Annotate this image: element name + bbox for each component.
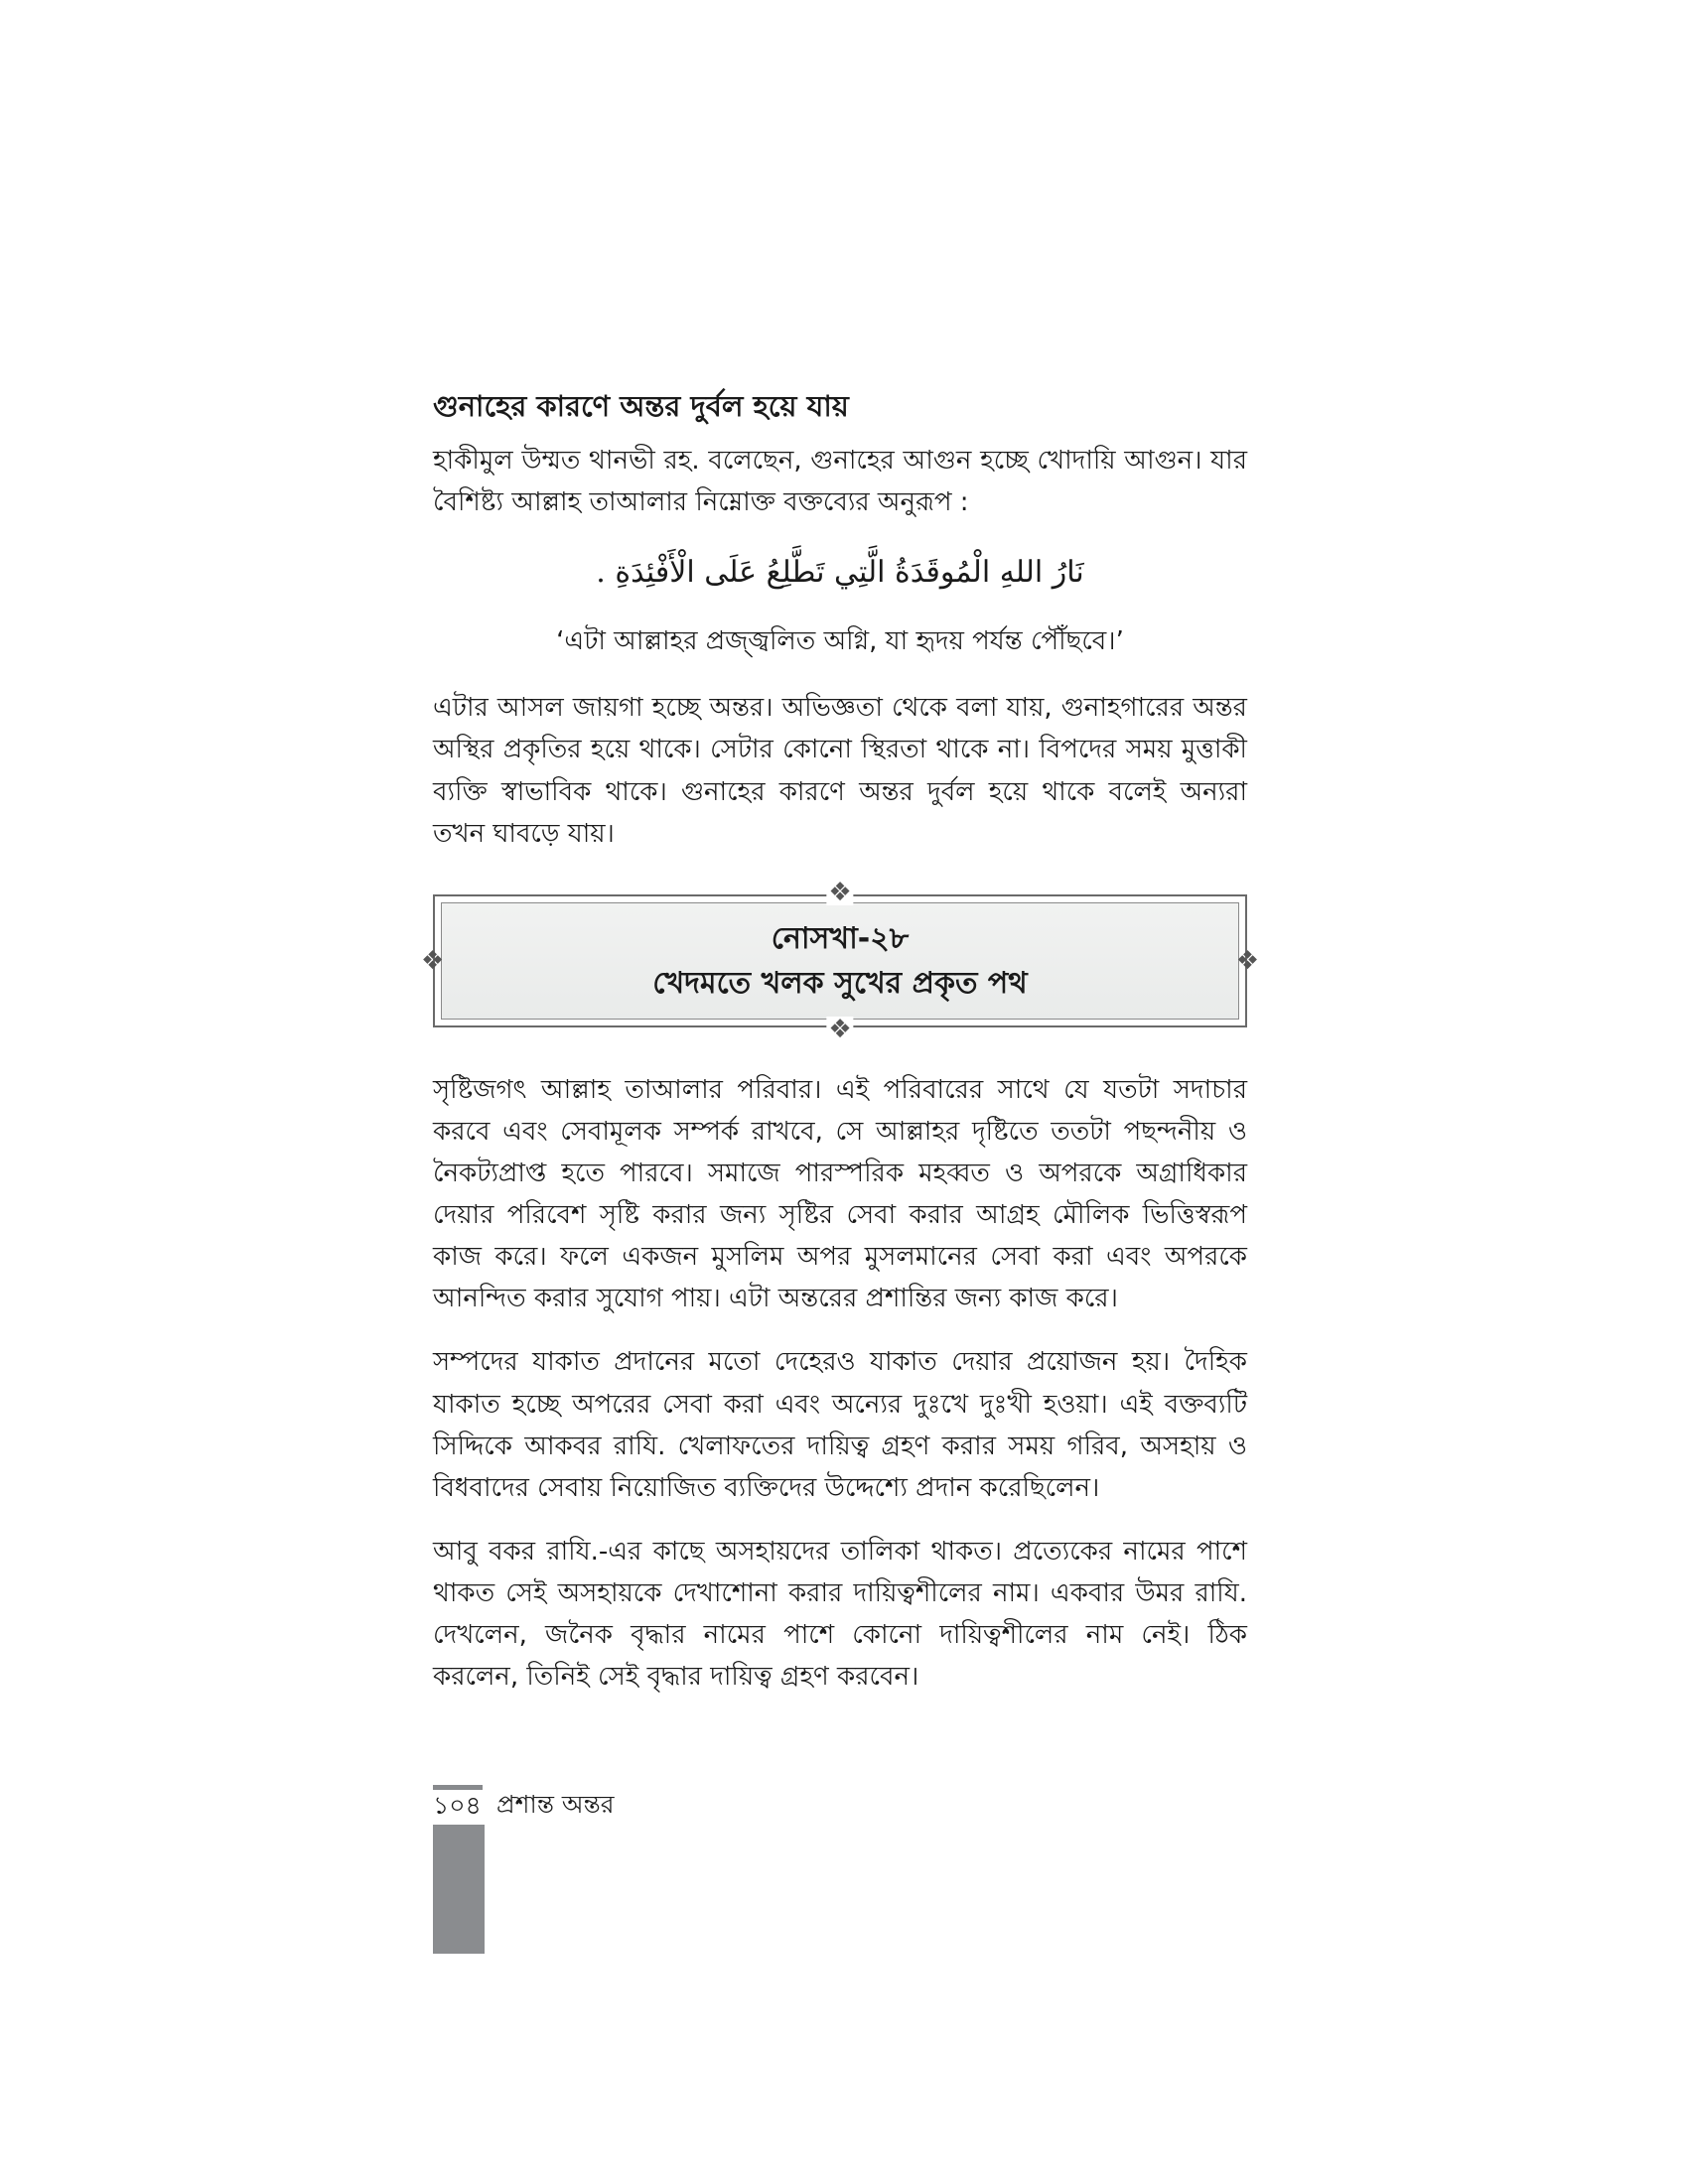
chapter-number: নোসখা-২৮ [771, 920, 910, 956]
chapter-title: খেদমতে খলক সুখের প্রকৃত পথ [652, 965, 1028, 1001]
paragraph: আবু বকর রাযি.-এর কাছে অসহায়দের তালিকা থাকত। প্রত্যেকের নামের পাশে থাকত সেই অসহায়কে দেখাশোনা করার দায়িত্বশীলের নাম। একবার উমর রাযি. দেখলেন, জনৈক বৃদ্ধার নামের পাশে কোনো দায়িত্বশীলের নাম নেই। ঠিক করলেন, তিনিই সেই বৃদ্ধার দায়িত্ব গ্রহণ করবেন। [433, 1536, 1247, 1693]
running-title: প্রশান্ত অন্তর [496, 1790, 615, 1820]
page-content [421, 387, 1259, 1719]
page-footer [433, 1787, 615, 1820]
ornament-icon: ❖ [421, 945, 445, 976]
footer-side-bar [433, 1825, 485, 1954]
section-heading: গুনাহের কারণে অন্তর দুর্বল হয়ে যায় [433, 389, 849, 423]
verse-translation: ‘এটা আল্লাহর প্রজ্জ্বলিত অগ্নি, যা হৃদয় পর্যন্ত পৌঁছবে।’ [556, 626, 1124, 657]
chapter-title-box [421, 877, 1259, 1044]
paragraph: হাকীমুল উম্মত থানভী রহ. বলেছেন, গুনাহের আগুন হচ্ছে খোদায়ি আগুন। যার বৈশিষ্ট্য আল্লাহ তাআলার নিম্নোক্ত বক্তব্যের অনুরূপ : [433, 446, 1247, 518]
paragraph: সৃষ্টিজগৎ আল্লাহ তাআলার পরিবার। এই পরিবারের সাথে যে যতটা সদাচার করবে এবং সেবামূলক সম্পর্ক রাখবে, সে আল্লাহর দৃষ্টিতে ততটা পছন্দনীয় ও নৈকট্যপ্রাপ্ত হতে পারবে। সমাজে পারস্পরিক মহব্বত ও অপরকে অগ্রাধিকার দেয়ার পরিবেশ সৃষ্টি করার জন্য সৃষ্টির সেবা করার আগ্রহ মৌলিক ভিত্তিস্বরূপ কাজ করে। ফলে একজন মুসলিম অপর মুসলমানের সেবা করা এবং অপরকে আনন্দিত করার সুযোগ পায়। এটা অন্তরের প্রশান্তির জন্য কাজ করে। [433, 1074, 1247, 1314]
ornament-icon: ❖ [1235, 945, 1259, 976]
page-number: ১০৪ [433, 1785, 483, 1820]
paragraph: সম্পদের যাকাত প্রদানের মতো দেহেরও যাকাত দেয়ার প্রয়োজন হয়। দৈহিক যাকাত হচ্ছে অপরের সেবা করা এবং অন্যের দুঃখে দুঃখী হওয়া। এই বক্তব্যটি সিদ্দিকে আকবর রাযি. খেলাফতের দায়িত্ব গ্রহণ করার সময় গরিব, অসহায় ও বিধবাদের সেবায় নিয়োজিত ব্যক্তিদের উদ্দেশ্যে প্রদান করেছিলেন। [433, 1347, 1247, 1503]
ornament-icon: ❖ [828, 877, 852, 907]
paragraph: এটার আসল জায়গা হচ্ছে অন্তর। অভিজ্ঞতা থেকে বলা যায়, গুনাহগারের অন্তর অস্থির প্রকৃতির হয়ে থাকে। সেটার কোনো স্থিরতা থাকে না। বিপদের সময় মুত্তাকী ব্যক্তি স্বাভাবিক থাকে। গুনাহের কারণে অন্তর দুর্বল হয়ে থাকে বলেই অন্যরা তখন ঘাবড়ে যায়। [433, 693, 1247, 849]
chapter-box-inner [441, 902, 1239, 1020]
arabic-verse: نَارُ اللهِ الْمُوقَدَةُ الَّتِي تَطَّلِعُ عَلَى الْأَفْئِدَةِ . [596, 555, 1084, 591]
ornament-icon: ❖ [828, 1014, 852, 1044]
